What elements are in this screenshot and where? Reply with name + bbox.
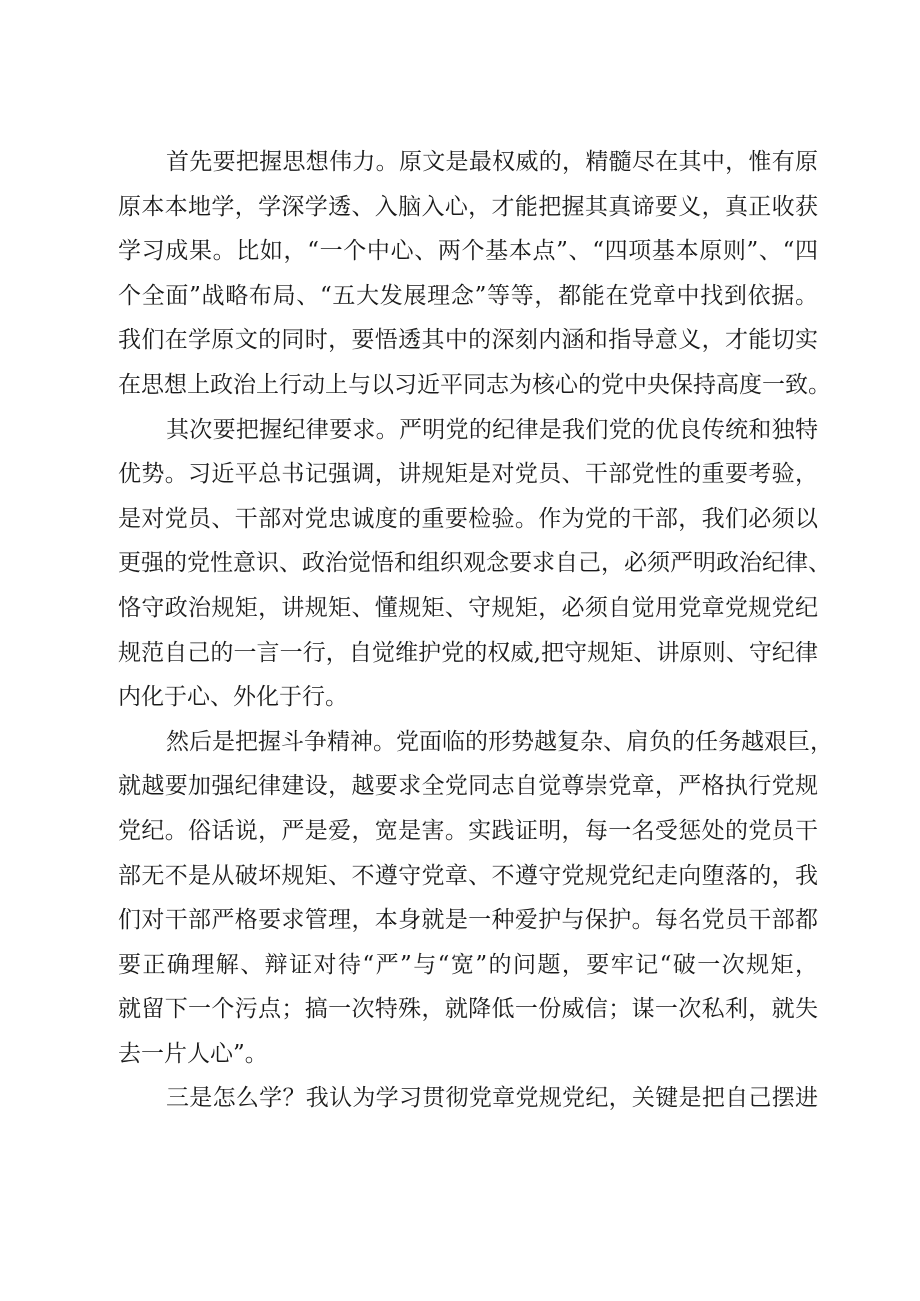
- text-line: 首先要把握思想伟力。原文是最权威的，精髓尽在其中，惟有原: [166, 149, 818, 175]
- text-line: 优势。习近平总书记强调，讲规矩是对党员、干部党性的重要考验，: [118, 461, 818, 488]
- paragraph-grasp-struggle: [118, 720, 833, 1077]
- text-line: 就留下一个污点；搞一次特殊，就降低一份威信；谋一次私利，就失: [118, 996, 818, 1023]
- text-line: 学习成果。比如，“一个中心、两个基本点”、“四项基本原则”、“四: [118, 238, 818, 265]
- text-line: 然后是把握斗争精神。党面临的形势越复杂、肩负的任务越艰巨，: [166, 728, 833, 755]
- paragraph-grasp-thought: [118, 140, 831, 408]
- text-line: 原本本地学，学深学透、入脑入心，才能把握其真谛要义，真正收获: [118, 193, 818, 220]
- paragraph-grasp-discipline: [118, 408, 831, 720]
- text-line: 更强的党性意识、政治觉悟和组织观念要求自己，必须严明政治纪律、: [118, 550, 831, 577]
- text-line: 个全面”战略布局、“五大发展理念”等等，都能在党章中找到依据。: [118, 282, 818, 309]
- text-line: 三是怎么学？我认为学习贯彻党章党规党纪，关键是把自己摆进: [166, 1085, 818, 1112]
- document-body: [118, 140, 833, 1121]
- text-line: 内化于心、外化于行。: [118, 684, 348, 711]
- text-line: 其次要把握纪律要求。严明党的纪律是我们党的优良传统和独特: [166, 416, 818, 443]
- text-line: 规范自己的一言一行，自觉维护党的权威,把守规矩、讲原则、守纪律: [118, 639, 818, 666]
- text-line: 部无不是从破坏规矩、不遵守党章、不遵守党规党纪走向堕落的，我: [118, 862, 818, 889]
- text-line: 们对干部严格要求管理，本身就是一种爱护与保护。每名党员干部都: [118, 907, 818, 934]
- paragraph-how-to-learn: [118, 1076, 818, 1121]
- text-line: 是对党员、干部对党忠诚度的重要检验。作为党的干部，我们必须以: [118, 505, 818, 532]
- text-line: 党纪。俗话说，严是爱，宽是害。实践证明，每一名受惩处的党员干: [118, 817, 818, 844]
- text-line: 我们在学原文的同时，要悟透其中的深刻内涵和指导意义，才能切实: [118, 327, 818, 354]
- text-line: 恪守政治规矩，讲规矩、懂规矩、守规矩，必须自觉用党章党规党纪: [118, 594, 818, 621]
- text-line: 去一片人心”。: [118, 1040, 268, 1067]
- text-line: 要正确理解、辩证对待“严”与“宽”的问题，要牢记“破一次规矩，: [118, 951, 818, 978]
- text-line: 就越要加强纪律建设，越要求全党同志自觉尊崇党章，严格执行党规: [118, 773, 818, 800]
- text-line: 在思想上政治上行动上与以习近平同志为核心的党中央保持高度一致。: [118, 371, 831, 398]
